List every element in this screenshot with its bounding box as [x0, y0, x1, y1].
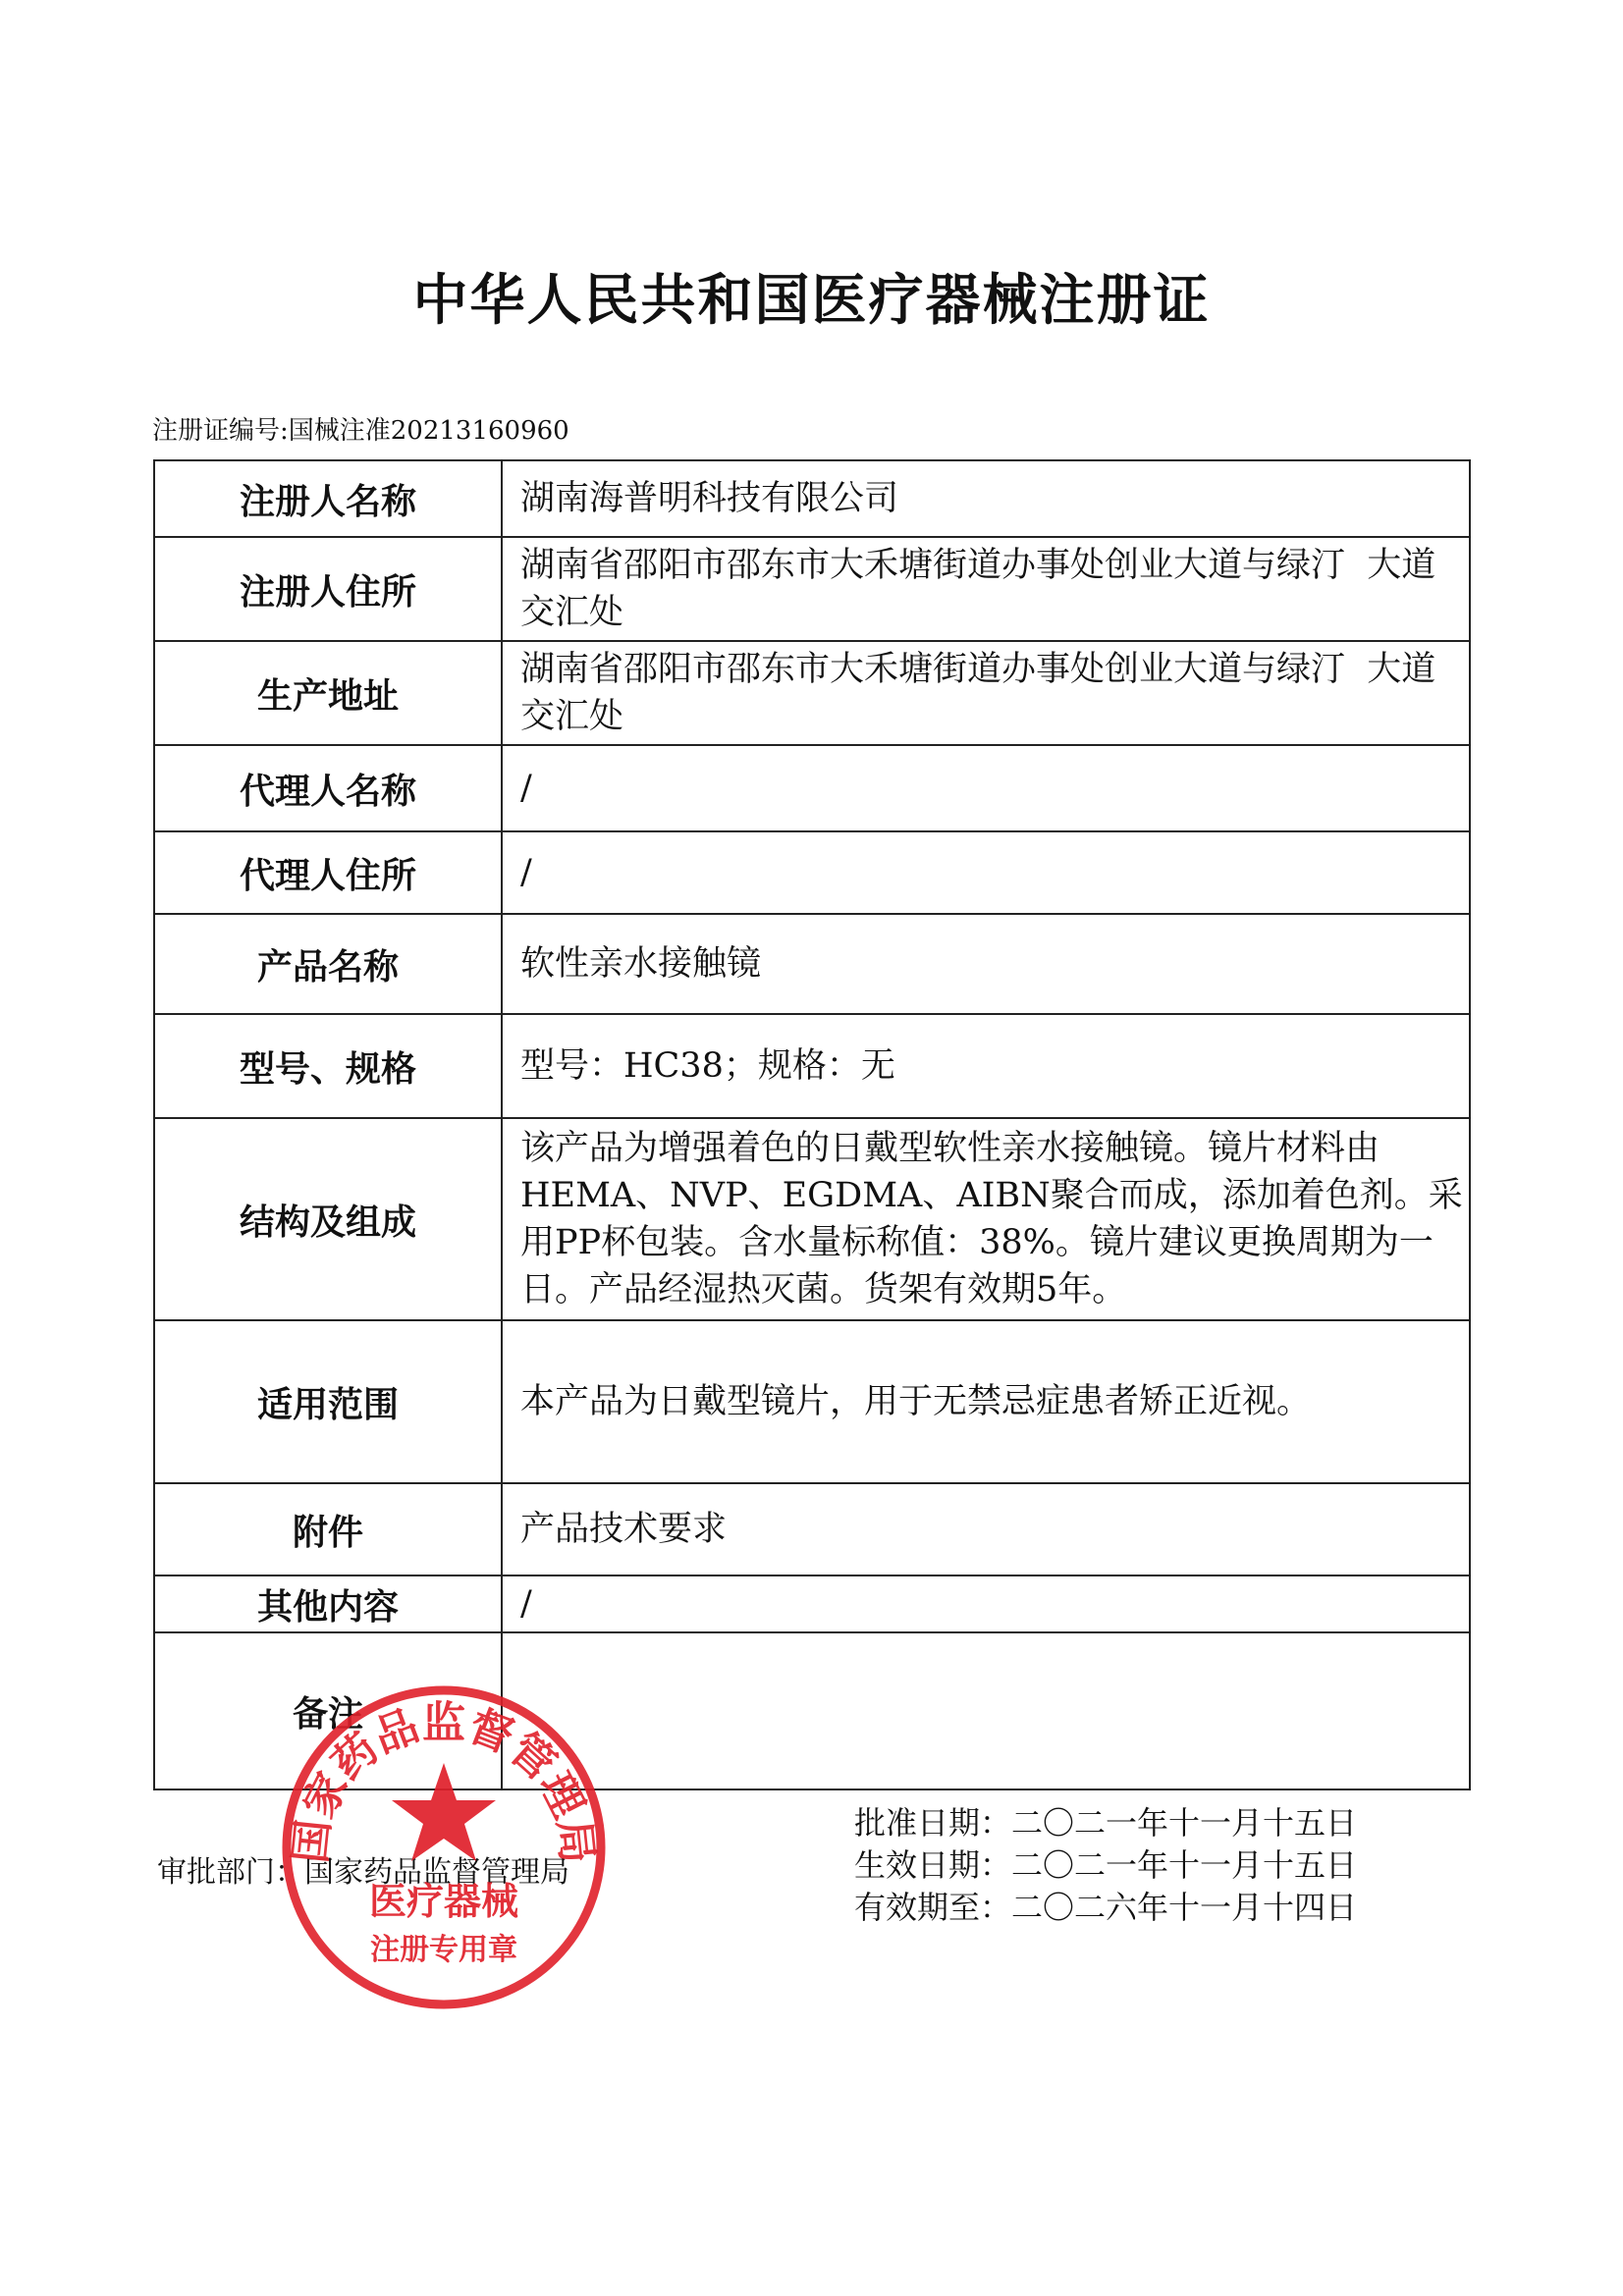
row-label-product-name: 产品名称 — [154, 914, 502, 1014]
row-label-agent-address: 代理人住所 — [154, 831, 502, 914]
row-label-structure: 结构及组成 — [154, 1118, 502, 1320]
row-value-structure: 该产品为增强着色的日戴型软性亲水接触镜。镜片材料由HEMA、NVP、EGDMA、AIBN聚合而成，添加着色剂。采用PP杯包装。含水量标称值：38%。镜片建议更换周期为一日。产品经湿热灭菌。货架有效期5年。 — [502, 1118, 1470, 1320]
table-row — [154, 1575, 1470, 1632]
row-value-other: / — [502, 1575, 1470, 1632]
table-row — [154, 1320, 1470, 1483]
row-value-attachment: 产品技术要求 — [502, 1483, 1470, 1575]
seal-outer-text: 国家药品监督管理局 — [285, 1697, 603, 1866]
seal-line2: 注册专用章 — [370, 1933, 517, 1967]
approval-department: 审批部门：国家药品监督管理局 — [157, 1855, 569, 1890]
row-label-scope: 适用范围 — [154, 1320, 502, 1483]
row-value-registrant-address: 湖南省邵阳市邵东市大禾塘街道办事处创业大道与绿汀 大道交汇处 — [502, 537, 1470, 641]
row-label-production-address: 生产地址 — [154, 641, 502, 745]
seal-line1: 医疗器械 — [368, 1880, 519, 1923]
official-seal — [277, 1681, 611, 2014]
row-value-remarks — [502, 1632, 1470, 1789]
table-row — [154, 1118, 1470, 1320]
row-value-scope: 本产品为日戴型镜片，用于无禁忌症患者矫正近视。 — [502, 1320, 1470, 1483]
row-label-agent-name: 代理人名称 — [154, 745, 502, 831]
row-label-model-spec: 型号、规格 — [154, 1014, 502, 1118]
star-icon — [392, 1763, 496, 1861]
row-value-product-name: 软性亲水接触镜 — [502, 914, 1470, 1014]
row-value-agent-name: / — [502, 745, 1470, 831]
table-row — [154, 745, 1470, 831]
row-label-registrant-address: 注册人住所 — [154, 537, 502, 641]
document-title: 中华人民共和国医疗器械注册证 — [412, 269, 1211, 333]
table-row — [154, 1483, 1470, 1575]
approval-date: 批准日期：二〇二一年十一月十五日 — [854, 1804, 1358, 1842]
table-row — [154, 1014, 1470, 1118]
valid-until-date: 有效期至：二〇二六年十一月十四日 — [854, 1889, 1358, 1926]
table-row — [154, 537, 1470, 641]
row-label-registrant-name: 注册人名称 — [154, 460, 502, 537]
row-label-other: 其他内容 — [154, 1575, 502, 1632]
effective-date: 生效日期：二〇二一年十一月十五日 — [854, 1846, 1358, 1884]
row-value-model-spec: 型号：HC38；规格：无 — [502, 1014, 1470, 1118]
dates-block — [854, 1802, 1357, 1929]
registration-table — [153, 459, 1471, 1790]
table-row — [154, 641, 1470, 745]
row-label-attachment: 附件 — [154, 1483, 502, 1575]
row-value-production-address: 湖南省邵阳市邵东市大禾塘街道办事处创业大道与绿汀 大道交汇处 — [502, 641, 1470, 745]
row-label-remarks: 备注 — [154, 1632, 502, 1789]
table-row — [154, 460, 1470, 537]
table-row — [154, 831, 1470, 914]
seal-graphic — [277, 1681, 611, 2014]
registration-number: 注册证编号:国械注准20213160960 — [152, 416, 569, 446]
table-row — [154, 914, 1470, 1014]
row-value-registrant-name: 湖南海普明科技有限公司 — [502, 460, 1470, 537]
row-value-agent-address: / — [502, 831, 1470, 914]
